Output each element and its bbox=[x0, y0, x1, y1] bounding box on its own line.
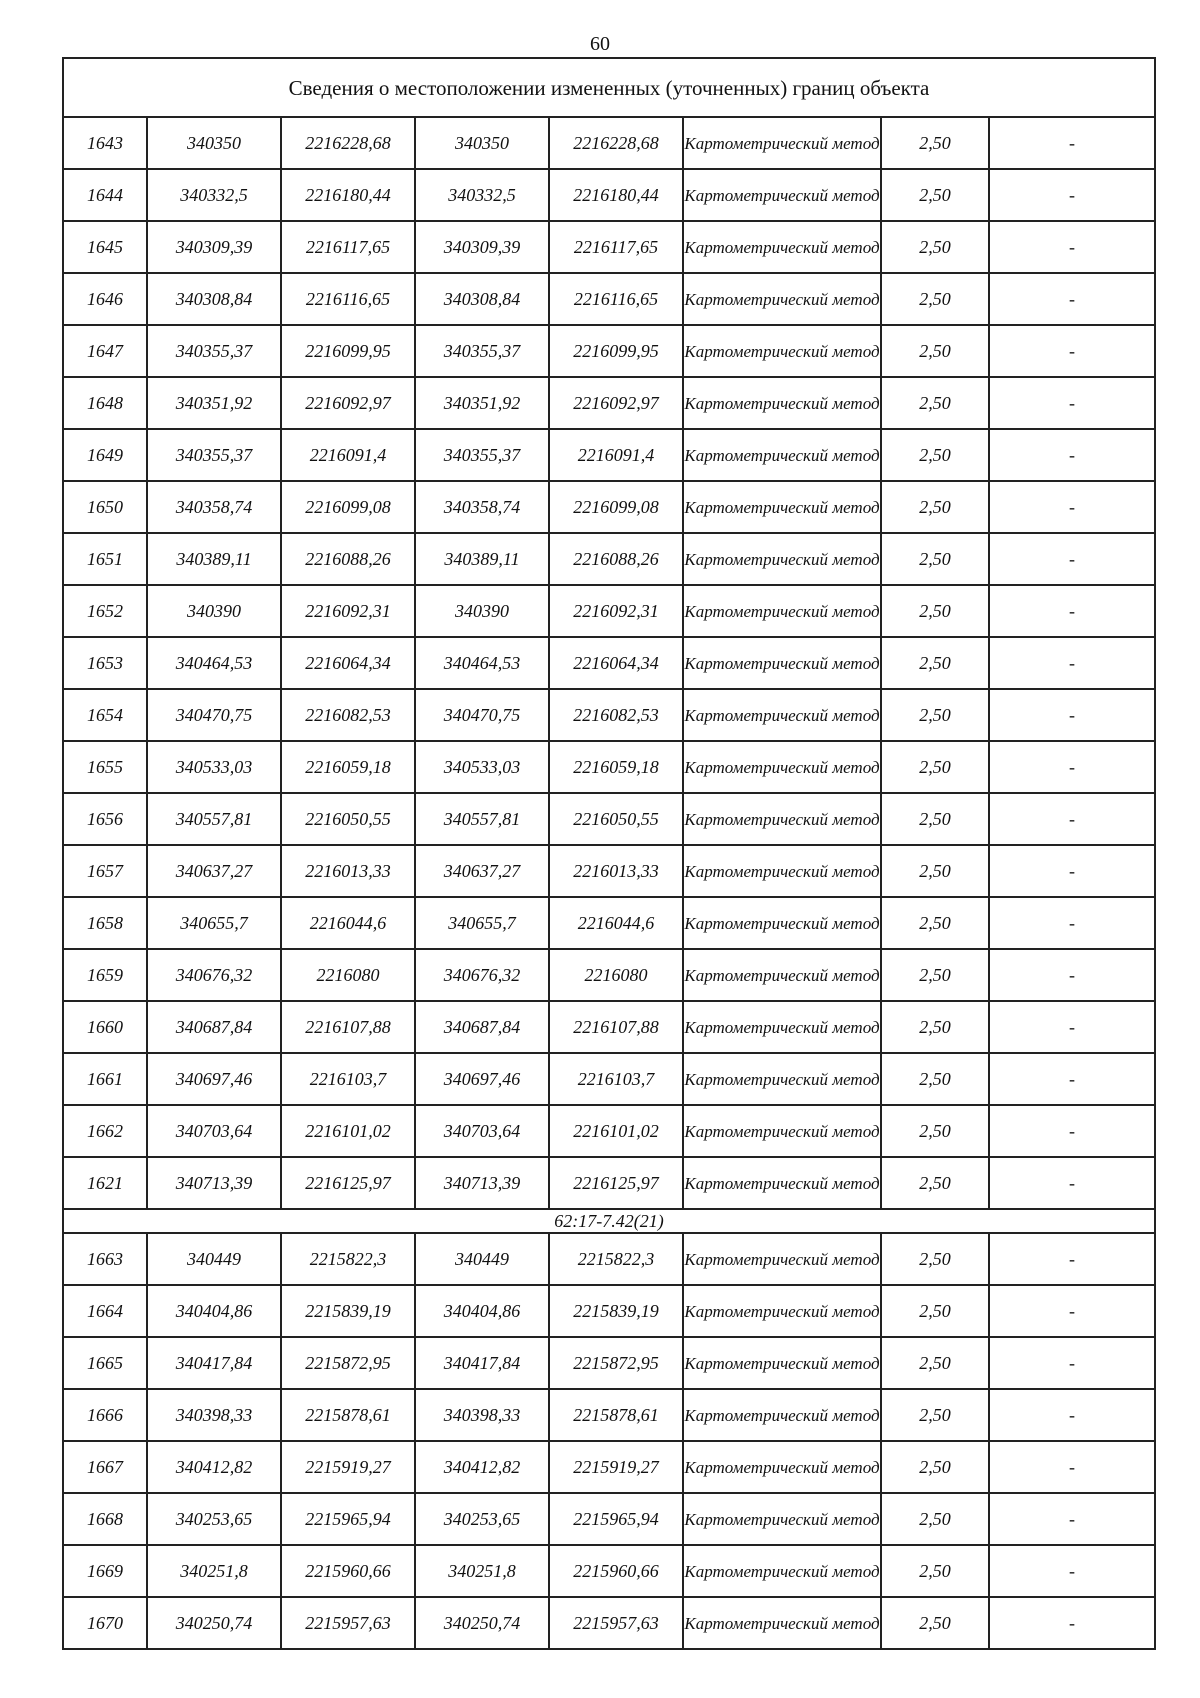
note-cell: - bbox=[989, 1001, 1155, 1053]
accuracy-cell: 2,50 bbox=[881, 1053, 989, 1105]
note-cell: - bbox=[989, 1053, 1155, 1105]
method-cell: Картометрический метод bbox=[683, 1493, 881, 1545]
existing-x-cell: 340332,5 bbox=[147, 169, 281, 221]
note-cell: - bbox=[989, 637, 1155, 689]
method-cell: Картометрический метод bbox=[683, 689, 881, 741]
table-row bbox=[63, 1545, 1155, 1597]
refined-x-cell: 340389,11 bbox=[415, 533, 549, 585]
refined-y-cell: 2216050,55 bbox=[549, 793, 683, 845]
table-row bbox=[63, 377, 1155, 429]
existing-x-cell: 340351,92 bbox=[147, 377, 281, 429]
section-header-row bbox=[63, 1209, 1155, 1233]
point-number-cell: 1663 bbox=[63, 1233, 147, 1285]
accuracy-cell: 2,50 bbox=[881, 637, 989, 689]
table-row bbox=[63, 1493, 1155, 1545]
point-number-cell: 1621 bbox=[63, 1157, 147, 1209]
point-number-cell: 1664 bbox=[63, 1285, 147, 1337]
accuracy-cell: 2,50 bbox=[881, 949, 989, 1001]
existing-y-cell: 2216117,65 bbox=[281, 221, 415, 273]
accuracy-cell: 2,50 bbox=[881, 793, 989, 845]
note-cell: - bbox=[989, 1545, 1155, 1597]
accuracy-cell: 2,50 bbox=[881, 1001, 989, 1053]
existing-x-cell: 340358,74 bbox=[147, 481, 281, 533]
table-row bbox=[63, 1053, 1155, 1105]
existing-y-cell: 2216080 bbox=[281, 949, 415, 1001]
existing-y-cell: 2216180,44 bbox=[281, 169, 415, 221]
accuracy-cell: 2,50 bbox=[881, 1285, 989, 1337]
note-cell: - bbox=[989, 793, 1155, 845]
point-number-cell: 1649 bbox=[63, 429, 147, 481]
method-cell: Картометрический метод bbox=[683, 1597, 881, 1649]
point-number-cell: 1662 bbox=[63, 1105, 147, 1157]
method-cell: Картометрический метод bbox=[683, 325, 881, 377]
table-row bbox=[63, 169, 1155, 221]
point-number-cell: 1645 bbox=[63, 221, 147, 273]
existing-y-cell: 2216091,4 bbox=[281, 429, 415, 481]
refined-x-cell: 340464,53 bbox=[415, 637, 549, 689]
existing-x-cell: 340404,86 bbox=[147, 1285, 281, 1337]
existing-x-cell: 340309,39 bbox=[147, 221, 281, 273]
refined-y-cell: 2215878,61 bbox=[549, 1389, 683, 1441]
point-number-cell: 1646 bbox=[63, 273, 147, 325]
table-row bbox=[63, 1001, 1155, 1053]
refined-y-cell: 2216099,08 bbox=[549, 481, 683, 533]
refined-x-cell: 340404,86 bbox=[415, 1285, 549, 1337]
refined-x-cell: 340355,37 bbox=[415, 325, 549, 377]
method-cell: Картометрический метод bbox=[683, 1157, 881, 1209]
point-number-cell: 1669 bbox=[63, 1545, 147, 1597]
existing-y-cell: 2216101,02 bbox=[281, 1105, 415, 1157]
existing-y-cell: 2216044,6 bbox=[281, 897, 415, 949]
table-row bbox=[63, 793, 1155, 845]
point-number-cell: 1654 bbox=[63, 689, 147, 741]
existing-y-cell: 2216103,7 bbox=[281, 1053, 415, 1105]
existing-x-cell: 340350 bbox=[147, 117, 281, 169]
method-cell: Картометрический метод bbox=[683, 1285, 881, 1337]
refined-x-cell: 340412,82 bbox=[415, 1441, 549, 1493]
point-number-cell: 1667 bbox=[63, 1441, 147, 1493]
note-cell: - bbox=[989, 897, 1155, 949]
method-cell: Картометрический метод bbox=[683, 897, 881, 949]
refined-y-cell: 2215919,27 bbox=[549, 1441, 683, 1493]
refined-y-cell: 2216082,53 bbox=[549, 689, 683, 741]
method-cell: Картометрический метод bbox=[683, 117, 881, 169]
existing-y-cell: 2215839,19 bbox=[281, 1285, 415, 1337]
table-row bbox=[63, 273, 1155, 325]
refined-y-cell: 2216101,02 bbox=[549, 1105, 683, 1157]
table-row bbox=[63, 1105, 1155, 1157]
existing-x-cell: 340412,82 bbox=[147, 1441, 281, 1493]
note-cell: - bbox=[989, 117, 1155, 169]
existing-x-cell: 340687,84 bbox=[147, 1001, 281, 1053]
existing-x-cell: 340713,39 bbox=[147, 1157, 281, 1209]
accuracy-cell: 2,50 bbox=[881, 273, 989, 325]
existing-x-cell: 340417,84 bbox=[147, 1337, 281, 1389]
accuracy-cell: 2,50 bbox=[881, 1493, 989, 1545]
refined-y-cell: 2216059,18 bbox=[549, 741, 683, 793]
refined-y-cell: 2215957,63 bbox=[549, 1597, 683, 1649]
existing-y-cell: 2215872,95 bbox=[281, 1337, 415, 1389]
existing-x-cell: 340250,74 bbox=[147, 1597, 281, 1649]
accuracy-cell: 2,50 bbox=[881, 1105, 989, 1157]
table-row bbox=[63, 1597, 1155, 1649]
existing-y-cell: 2216125,97 bbox=[281, 1157, 415, 1209]
refined-y-cell: 2215872,95 bbox=[549, 1337, 683, 1389]
refined-x-cell: 340713,39 bbox=[415, 1157, 549, 1209]
table-row bbox=[63, 845, 1155, 897]
table-row bbox=[63, 1285, 1155, 1337]
method-cell: Картометрический метод bbox=[683, 1441, 881, 1493]
table-row bbox=[63, 533, 1155, 585]
refined-x-cell: 340250,74 bbox=[415, 1597, 549, 1649]
existing-y-cell: 2216099,08 bbox=[281, 481, 415, 533]
refined-x-cell: 340390 bbox=[415, 585, 549, 637]
method-cell: Картометрический метод bbox=[683, 1337, 881, 1389]
accuracy-cell: 2,50 bbox=[881, 429, 989, 481]
refined-x-cell: 340703,64 bbox=[415, 1105, 549, 1157]
existing-x-cell: 340557,81 bbox=[147, 793, 281, 845]
refined-x-cell: 340350 bbox=[415, 117, 549, 169]
refined-y-cell: 2215960,66 bbox=[549, 1545, 683, 1597]
note-cell: - bbox=[989, 1157, 1155, 1209]
note-cell: - bbox=[989, 273, 1155, 325]
accuracy-cell: 2,50 bbox=[881, 325, 989, 377]
note-cell: - bbox=[989, 689, 1155, 741]
point-number-cell: 1668 bbox=[63, 1493, 147, 1545]
existing-x-cell: 340697,46 bbox=[147, 1053, 281, 1105]
existing-x-cell: 340655,7 bbox=[147, 897, 281, 949]
refined-y-cell: 2216125,97 bbox=[549, 1157, 683, 1209]
refined-y-cell: 2216103,7 bbox=[549, 1053, 683, 1105]
refined-x-cell: 340332,5 bbox=[415, 169, 549, 221]
point-number-cell: 1658 bbox=[63, 897, 147, 949]
accuracy-cell: 2,50 bbox=[881, 741, 989, 793]
accuracy-cell: 2,50 bbox=[881, 1545, 989, 1597]
method-cell: Картометрический метод bbox=[683, 741, 881, 793]
note-cell: - bbox=[989, 1233, 1155, 1285]
table-row bbox=[63, 1389, 1155, 1441]
accuracy-cell: 2,50 bbox=[881, 585, 989, 637]
existing-y-cell: 2215957,63 bbox=[281, 1597, 415, 1649]
point-number-cell: 1657 bbox=[63, 845, 147, 897]
page-number: 60 bbox=[590, 33, 610, 55]
accuracy-cell: 2,50 bbox=[881, 221, 989, 273]
refined-x-cell: 340351,92 bbox=[415, 377, 549, 429]
existing-y-cell: 2216228,68 bbox=[281, 117, 415, 169]
refined-x-cell: 340449 bbox=[415, 1233, 549, 1285]
note-cell: - bbox=[989, 741, 1155, 793]
existing-x-cell: 340676,32 bbox=[147, 949, 281, 1001]
note-cell: - bbox=[989, 1105, 1155, 1157]
note-cell: - bbox=[989, 533, 1155, 585]
refined-x-cell: 340251,8 bbox=[415, 1545, 549, 1597]
existing-y-cell: 2215965,94 bbox=[281, 1493, 415, 1545]
existing-x-cell: 340703,64 bbox=[147, 1105, 281, 1157]
point-number-cell: 1653 bbox=[63, 637, 147, 689]
method-cell: Картометрический метод bbox=[683, 793, 881, 845]
table-row bbox=[63, 1337, 1155, 1389]
existing-x-cell: 340253,65 bbox=[147, 1493, 281, 1545]
existing-x-cell: 340398,33 bbox=[147, 1389, 281, 1441]
boundary-coordinates-table bbox=[62, 57, 1156, 1650]
method-cell: Картометрический метод bbox=[683, 273, 881, 325]
method-cell: Картометрический метод bbox=[683, 1053, 881, 1105]
method-cell: Картометрический метод bbox=[683, 637, 881, 689]
accuracy-cell: 2,50 bbox=[881, 117, 989, 169]
existing-y-cell: 2215919,27 bbox=[281, 1441, 415, 1493]
refined-y-cell: 2216099,95 bbox=[549, 325, 683, 377]
table-row bbox=[63, 1233, 1155, 1285]
accuracy-cell: 2,50 bbox=[881, 1389, 989, 1441]
table-row bbox=[63, 1441, 1155, 1493]
refined-x-cell: 340533,03 bbox=[415, 741, 549, 793]
point-number-cell: 1665 bbox=[63, 1337, 147, 1389]
refined-x-cell: 340697,46 bbox=[415, 1053, 549, 1105]
refined-y-cell: 2216044,6 bbox=[549, 897, 683, 949]
table-row bbox=[63, 741, 1155, 793]
note-cell: - bbox=[989, 481, 1155, 533]
point-number-cell: 1656 bbox=[63, 793, 147, 845]
point-number-cell: 1666 bbox=[63, 1389, 147, 1441]
existing-x-cell: 340449 bbox=[147, 1233, 281, 1285]
refined-y-cell: 2216080 bbox=[549, 949, 683, 1001]
existing-x-cell: 340355,37 bbox=[147, 325, 281, 377]
table-row bbox=[63, 689, 1155, 741]
refined-x-cell: 340655,7 bbox=[415, 897, 549, 949]
existing-x-cell: 340464,53 bbox=[147, 637, 281, 689]
note-cell: - bbox=[989, 1441, 1155, 1493]
existing-x-cell: 340390 bbox=[147, 585, 281, 637]
table-row bbox=[63, 221, 1155, 273]
note-cell: - bbox=[989, 1389, 1155, 1441]
existing-y-cell: 2216107,88 bbox=[281, 1001, 415, 1053]
existing-y-cell: 2216059,18 bbox=[281, 741, 415, 793]
refined-x-cell: 340253,65 bbox=[415, 1493, 549, 1545]
table-row bbox=[63, 1157, 1155, 1209]
method-cell: Картометрический метод bbox=[683, 221, 881, 273]
point-number-cell: 1652 bbox=[63, 585, 147, 637]
refined-y-cell: 2216091,4 bbox=[549, 429, 683, 481]
existing-y-cell: 2216092,97 bbox=[281, 377, 415, 429]
refined-y-cell: 2216107,88 bbox=[549, 1001, 683, 1053]
table-row bbox=[63, 637, 1155, 689]
existing-y-cell: 2216092,31 bbox=[281, 585, 415, 637]
existing-y-cell: 2215878,61 bbox=[281, 1389, 415, 1441]
refined-y-cell: 2216180,44 bbox=[549, 169, 683, 221]
note-cell: - bbox=[989, 221, 1155, 273]
accuracy-cell: 2,50 bbox=[881, 169, 989, 221]
refined-x-cell: 340309,39 bbox=[415, 221, 549, 273]
table-body bbox=[63, 58, 1155, 1649]
point-number-cell: 1647 bbox=[63, 325, 147, 377]
accuracy-cell: 2,50 bbox=[881, 1441, 989, 1493]
point-number-cell: 1659 bbox=[63, 949, 147, 1001]
existing-x-cell: 340355,37 bbox=[147, 429, 281, 481]
refined-x-cell: 340355,37 bbox=[415, 429, 549, 481]
method-cell: Картометрический метод bbox=[683, 1001, 881, 1053]
point-number-cell: 1660 bbox=[63, 1001, 147, 1053]
refined-y-cell: 2216092,31 bbox=[549, 585, 683, 637]
table-row bbox=[63, 429, 1155, 481]
method-cell: Картометрический метод bbox=[683, 1389, 881, 1441]
note-cell: - bbox=[989, 169, 1155, 221]
existing-y-cell: 2216082,53 bbox=[281, 689, 415, 741]
table-row bbox=[63, 325, 1155, 377]
accuracy-cell: 2,50 bbox=[881, 1157, 989, 1209]
table-row bbox=[63, 897, 1155, 949]
point-number-cell: 1655 bbox=[63, 741, 147, 793]
method-cell: Картометрический метод bbox=[683, 169, 881, 221]
existing-x-cell: 340308,84 bbox=[147, 273, 281, 325]
refined-x-cell: 340308,84 bbox=[415, 273, 549, 325]
note-cell: - bbox=[989, 1597, 1155, 1649]
section-label: 62:17-7.42(21) bbox=[63, 1209, 1155, 1233]
accuracy-cell: 2,50 bbox=[881, 1337, 989, 1389]
accuracy-cell: 2,50 bbox=[881, 689, 989, 741]
refined-x-cell: 340676,32 bbox=[415, 949, 549, 1001]
accuracy-cell: 2,50 bbox=[881, 1233, 989, 1285]
existing-x-cell: 340251,8 bbox=[147, 1545, 281, 1597]
note-cell: - bbox=[989, 585, 1155, 637]
point-number-cell: 1661 bbox=[63, 1053, 147, 1105]
point-number-cell: 1644 bbox=[63, 169, 147, 221]
note-cell: - bbox=[989, 949, 1155, 1001]
existing-y-cell: 2216099,95 bbox=[281, 325, 415, 377]
existing-x-cell: 340637,27 bbox=[147, 845, 281, 897]
note-cell: - bbox=[989, 429, 1155, 481]
note-cell: - bbox=[989, 325, 1155, 377]
table-title-row bbox=[63, 58, 1155, 117]
note-cell: - bbox=[989, 845, 1155, 897]
refined-x-cell: 340398,33 bbox=[415, 1389, 549, 1441]
refined-y-cell: 2216092,97 bbox=[549, 377, 683, 429]
note-cell: - bbox=[989, 377, 1155, 429]
point-number-cell: 1643 bbox=[63, 117, 147, 169]
table-title: Сведения о местоположении измененных (уточненных) границ объекта bbox=[63, 58, 1155, 117]
accuracy-cell: 2,50 bbox=[881, 377, 989, 429]
method-cell: Картометрический метод bbox=[683, 481, 881, 533]
refined-y-cell: 2216013,33 bbox=[549, 845, 683, 897]
accuracy-cell: 2,50 bbox=[881, 1597, 989, 1649]
refined-y-cell: 2216117,65 bbox=[549, 221, 683, 273]
accuracy-cell: 2,50 bbox=[881, 897, 989, 949]
refined-x-cell: 340637,27 bbox=[415, 845, 549, 897]
accuracy-cell: 2,50 bbox=[881, 533, 989, 585]
refined-y-cell: 2215965,94 bbox=[549, 1493, 683, 1545]
note-cell: - bbox=[989, 1493, 1155, 1545]
method-cell: Картометрический метод bbox=[683, 949, 881, 1001]
table-row bbox=[63, 585, 1155, 637]
point-number-cell: 1650 bbox=[63, 481, 147, 533]
point-number-cell: 1670 bbox=[63, 1597, 147, 1649]
method-cell: Картометрический метод bbox=[683, 1105, 881, 1157]
method-cell: Картометрический метод bbox=[683, 1545, 881, 1597]
method-cell: Картометрический метод bbox=[683, 377, 881, 429]
note-cell: - bbox=[989, 1337, 1155, 1389]
note-cell: - bbox=[989, 1285, 1155, 1337]
refined-x-cell: 340687,84 bbox=[415, 1001, 549, 1053]
refined-y-cell: 2216116,65 bbox=[549, 273, 683, 325]
existing-y-cell: 2216064,34 bbox=[281, 637, 415, 689]
refined-x-cell: 340358,74 bbox=[415, 481, 549, 533]
method-cell: Картометрический метод bbox=[683, 429, 881, 481]
method-cell: Картометрический метод bbox=[683, 533, 881, 585]
refined-x-cell: 340470,75 bbox=[415, 689, 549, 741]
refined-y-cell: 2215839,19 bbox=[549, 1285, 683, 1337]
table-row bbox=[63, 117, 1155, 169]
existing-x-cell: 340470,75 bbox=[147, 689, 281, 741]
accuracy-cell: 2,50 bbox=[881, 845, 989, 897]
existing-x-cell: 340389,11 bbox=[147, 533, 281, 585]
existing-y-cell: 2216050,55 bbox=[281, 793, 415, 845]
table-row bbox=[63, 481, 1155, 533]
existing-y-cell: 2216013,33 bbox=[281, 845, 415, 897]
refined-x-cell: 340557,81 bbox=[415, 793, 549, 845]
method-cell: Картометрический метод bbox=[683, 585, 881, 637]
point-number-cell: 1651 bbox=[63, 533, 147, 585]
existing-y-cell: 2215960,66 bbox=[281, 1545, 415, 1597]
accuracy-cell: 2,50 bbox=[881, 481, 989, 533]
refined-y-cell: 2216064,34 bbox=[549, 637, 683, 689]
existing-x-cell: 340533,03 bbox=[147, 741, 281, 793]
refined-y-cell: 2216088,26 bbox=[549, 533, 683, 585]
point-number-cell: 1648 bbox=[63, 377, 147, 429]
method-cell: Картометрический метод bbox=[683, 1233, 881, 1285]
existing-y-cell: 2215822,3 bbox=[281, 1233, 415, 1285]
method-cell: Картометрический метод bbox=[683, 845, 881, 897]
refined-y-cell: 2215822,3 bbox=[549, 1233, 683, 1285]
refined-x-cell: 340417,84 bbox=[415, 1337, 549, 1389]
existing-y-cell: 2216116,65 bbox=[281, 273, 415, 325]
table-row bbox=[63, 949, 1155, 1001]
existing-y-cell: 2216088,26 bbox=[281, 533, 415, 585]
refined-y-cell: 2216228,68 bbox=[549, 117, 683, 169]
